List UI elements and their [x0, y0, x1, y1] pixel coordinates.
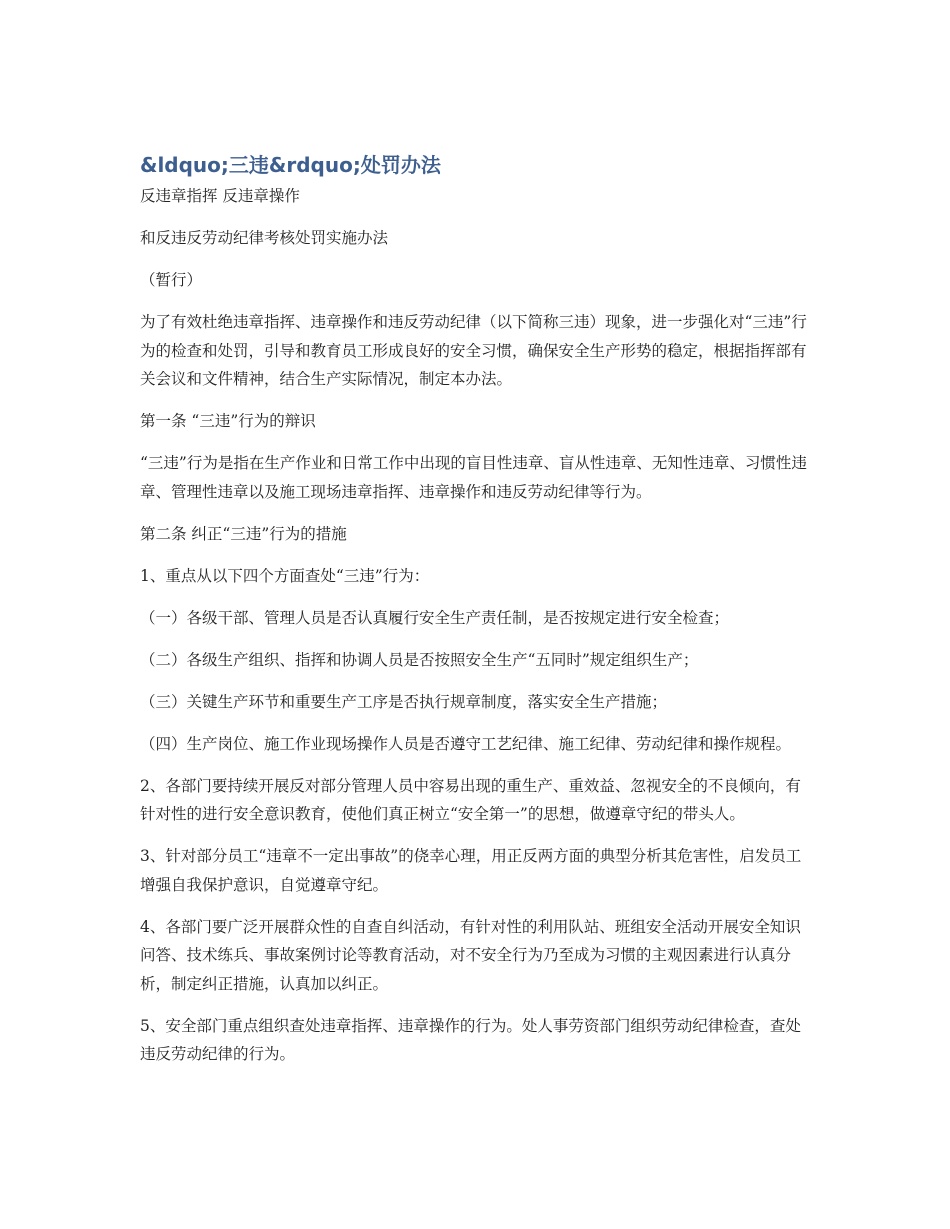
- measure-1-item-1: （一）各级干部、管理人员是否认真履行安全生产责任制，是否按规定进行安全检查；: [140, 608, 730, 627]
- measure-1-item-2: （二）各级生产组织、指挥和协调人员是否按照安全生产“五同时”规定组织生产；: [140, 650, 699, 669]
- subtitle-line-1: 反违章指挥 反违章操作: [140, 187, 300, 205]
- measure-1-item-3: （三）关键生产环节和重要生产工序是否执行规章制度，落实安全生产措施；: [140, 692, 668, 711]
- article-2-heading: 第二条 纠正“三违”行为的措施: [140, 524, 347, 543]
- article-1-body: “三违”行为是指在生产作业和日常工作中出现的盲目性违章、盲从性违章、无知性违章、习惯性违章、管理性违章以及施工现场违章指挥、违章操作和违反劳动纪律等行为。: [140, 454, 807, 501]
- subtitle-line-2: 和反违反劳动纪律考核处罚实施办法: [140, 229, 389, 247]
- document-page: [140, 150, 810, 1082]
- subtitle-provisional: （暂行）: [140, 271, 203, 289]
- measure-5: 5、安全部门重点组织查处违章指挥、违章操作的行为。处人事劳资部门组织劳动纪律检查，查处违反劳动纪律的行为。: [140, 1016, 801, 1063]
- preamble-paragraph: 为了有效杜绝违章指挥、违章操作和违反劳动纪律（以下简称三违）现象，进一步强化对“三违”行为的检查和处罚，引导和教育员工形成良好的安全习惯，确保安全生产形势的稳定，根据指挥部有关会议和文件精神，结合生产实际情况，制定本办法。: [140, 313, 807, 388]
- measure-1-item-4: （四）生产岗位、施工作业现场操作人员是否遵守工艺纪律、施工纪律、劳动纪律和操作规程。: [140, 734, 792, 753]
- measure-4: 4、各部门要广泛开展群众性的自查自纠活动，有针对性的利用队站、班组安全活动开展安全知识问答、技术练兵、事故案例讨论等教育活动，对不安全行为乃至成为习惯的主观因素进行认真分析，制定纠正措施，认真加以纠正。: [140, 917, 801, 993]
- measure-1: 1、重点从以下四个方面查处“三违”行为：: [140, 566, 430, 585]
- document-title: &ldquo;三违&rdquo;处罚办法: [140, 153, 441, 177]
- article-1-heading: 第一条 “三违”行为的辩识: [140, 412, 316, 430]
- measure-2: 2、各部门要持续开展反对部分管理人员中容易出现的重生产、重效益、忽视安全的不良倾向，有针对性的进行安全意识教育，使他们真正树立“安全第一”的思想，做遵章守纪的带头人。: [140, 776, 801, 823]
- measure-3: 3、针对部分员工“违章不一定出事故”的侥幸心理，用正反两方面的典型分析其危害性，启发员工增强自我保护意识，自觉遵章守纪。: [140, 847, 802, 894]
